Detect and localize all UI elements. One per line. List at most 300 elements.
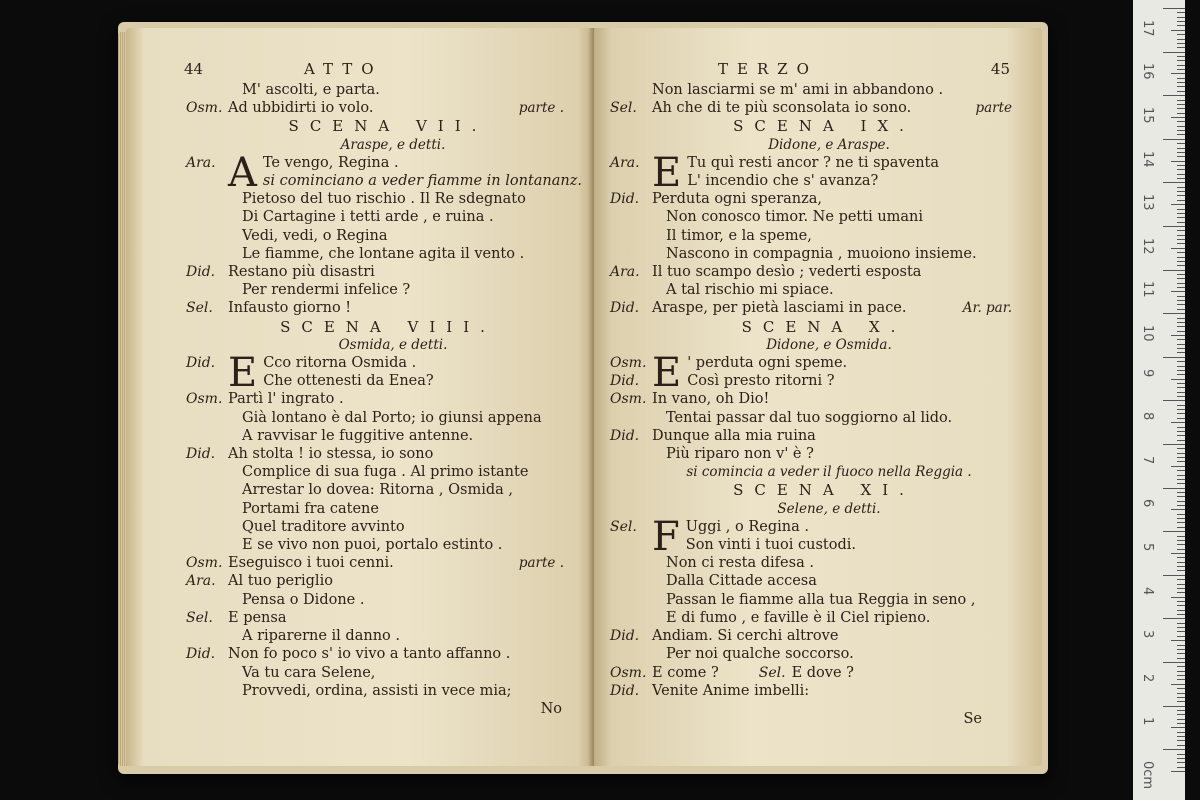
verse-line [186,463,570,481]
verse-text: Partì l' ingrato . [228,391,344,408]
ruler-tick [1177,427,1185,428]
ruler-tick [1177,366,1185,367]
speaker-label [610,245,652,263]
verse-text: E se vivo non puoi, portalo estinto . [242,537,503,554]
ruler-tick [1171,291,1185,292]
ruler-tick [1177,453,1185,454]
ruler-number: 4 [1140,586,1155,595]
verse-text: Dalla Cittade accesa [666,573,817,590]
verse-line [186,627,570,645]
speaker-label [186,81,228,99]
ruler-tick [1177,431,1185,432]
stage-direction: si cominciano a veder fiamme in lontananz. [262,173,583,190]
ruler-tick [1177,121,1185,122]
verse-block-with-initial [186,149,583,196]
ruler-number: 13 [1140,194,1155,211]
speaker-label: Ara. [610,264,640,281]
ruler-tick [1177,274,1185,275]
ruler-tick [1177,745,1185,746]
verse-text: Non ci resta difesa . [666,555,814,572]
verse-text: E di fumo , e faville è il Ciel ripieno. [666,609,931,626]
ruler-tick [1177,570,1185,571]
verse-line: Che ottenesti da Enea? [263,373,434,390]
scene-characters: Selene, e detti. [777,500,881,517]
verse-line [186,518,570,536]
ruler-tick [1177,326,1185,327]
ruler-tick [1177,65,1185,66]
speaker-label [186,591,228,609]
speaker-label: Did. [610,373,640,390]
ruler-tick [1171,466,1185,467]
speaker-label: Ara. [186,154,216,171]
verse-line [610,682,1018,700]
drop-cap-initial: E [652,350,682,397]
verse-line [186,190,570,208]
ruler-tick [1177,387,1185,388]
ruler-tick [1177,492,1185,493]
ruler-tick [1177,69,1185,70]
scene-characters: Osmida, e detti. [338,336,448,353]
speaker-label [186,500,228,518]
ruler-number: 3 [1140,630,1155,639]
ruler-tick [1177,165,1185,166]
verse-line [186,99,570,117]
speaker-label: Sel. [610,518,637,535]
speaker-label: Osm. [610,664,647,681]
right-page-header [610,60,1018,80]
ruler-tick [1177,584,1185,585]
verse-text: Non lasciarmi se m' ami in abbandono . [652,82,944,98]
verse-line: Te vengo, Regina . [262,154,399,171]
speaker-label: Sel. [186,300,213,317]
stage-direction: parte . [518,555,564,572]
scene-heading: SCENA XI. [733,481,915,500]
ruler-tick [1177,300,1185,301]
ruler-tick [1177,261,1185,262]
speaker-label: Did. [610,682,640,699]
ruler-tick [1177,649,1185,650]
ruler-tick [1177,222,1185,223]
ruler-tick [1177,374,1185,375]
ruler-tick [1163,488,1185,489]
ruler-tick [1177,501,1185,502]
ruler-tick [1163,8,1185,9]
speaker-label [186,245,228,263]
stage-direction: Ar. par. [962,300,1012,317]
ruler-tick [1177,148,1185,149]
speaker-label [186,536,228,554]
verse-text: A ravvisar le fuggitive antenne. [242,427,474,444]
speaker-label [610,227,652,245]
ruler-tick [1171,248,1185,249]
verse-text: Ah stolta ! io stessa, io sono [228,446,434,463]
ruler-tick [1177,169,1185,170]
open-book [118,22,1048,774]
ruler-tick [1177,339,1185,340]
ruler-number: 0cm [1140,761,1155,790]
ruler-tick [1177,34,1185,35]
verse-text: Provvedi, ordina, assisti in vece mia; [242,682,512,699]
ruler-tick [1177,143,1185,144]
speaker-label [186,409,228,427]
verse-line [610,664,1018,682]
speaker-label: Osm. [610,391,647,408]
verse-text: Vedi, vedi, o Regina [242,227,388,244]
speaker-label [610,645,652,663]
verse-text: Già lontano è dal Porto; io giunsi appena [242,409,542,426]
speaker-label [186,208,228,226]
verse-block-with-initial [610,149,1018,196]
verse-text: Arrestar lo dovea: Ritorna , Osmida , [242,482,513,499]
ruler-tick [1163,575,1185,576]
speaker-label [610,591,652,609]
ruler-tick [1177,56,1185,57]
verse-line: ' perduta ogni speme. [687,355,848,372]
ruler-tick [1177,361,1185,362]
ruler-tick [1177,409,1185,410]
verse-text: Andiam. Si cerchi altrove [652,628,839,645]
verse-line [610,245,1018,263]
verse-line [186,609,570,627]
speaker-label: Did. [610,191,640,208]
ruler-tick [1163,182,1185,183]
verse-text: Per rendermi infelice ? [242,282,411,299]
ruler-tick [1177,235,1185,236]
ruler-tick [1177,322,1185,323]
ruler-tick [1177,470,1185,471]
speaker-label [186,664,228,682]
ruler-tick [1177,265,1185,266]
verse-line [186,536,570,554]
ruler-tick [1163,706,1185,707]
verse-text: Non fo poco s' io vivo a tanto affanno . [228,646,511,663]
ruler-tick [1177,47,1185,48]
ruler-tick [1177,675,1185,676]
ruler-tick [1177,152,1185,153]
ruler-tick [1163,444,1185,445]
speaker-label [186,627,228,645]
drop-cap-initial: A [228,149,257,196]
ruler-tick [1177,592,1185,593]
ruler-number: 12 [1140,237,1155,255]
verse-line [610,81,1018,99]
verse-line [610,390,1018,408]
speaker-label: Sel. [186,609,213,626]
ruler-number: 9 [1140,368,1155,377]
ruler-tick [1177,605,1185,606]
speaker-label: Did. [610,427,640,444]
ruler-tick [1177,754,1185,755]
ruler-tick [1177,12,1185,13]
ruler-tick [1171,727,1185,728]
ruler-tick [1177,43,1185,44]
verse-text: Le fiamme, che lontane agita il vento . [242,245,525,262]
ruler-tick [1177,518,1185,519]
ruler-tick [1171,553,1185,554]
scene-heading: SCENA VIII. [280,317,496,336]
scene-heading: SCENA IX. [733,117,915,136]
verse-text: In vano, oh Dio! [652,391,770,408]
stage-direction: si comincia a veder il fuoco nella Reggia . [686,464,972,481]
ruler-tick [1177,483,1185,484]
ruler-tick [1177,719,1185,720]
ruler-number: 10 [1140,325,1155,342]
ruler-tick [1177,522,1185,523]
verse-body [652,149,1018,196]
ruler-tick [1163,52,1185,53]
left-running-head: ATTO [304,60,383,78]
left-page [126,28,596,766]
ruler-tick [1177,392,1185,393]
speaker-label: Did. [186,355,216,372]
verse-line [186,445,570,463]
ruler-tick [1177,296,1185,297]
ruler-tick [1163,749,1185,750]
verse-line [610,99,1018,117]
verse-line [610,409,1018,427]
ruler-tick [1177,82,1185,83]
ruler-tick [1171,73,1185,74]
ruler-tick [1177,758,1185,759]
verse-text: E dove ? [791,664,854,681]
ruler-number: 16 [1140,63,1155,80]
verse-text: Dunque alla mia ruina [652,427,816,444]
ruler-number: 5 [1140,543,1155,552]
verse-block-with-initial [610,513,1018,560]
ruler-tick [1177,457,1185,458]
ruler-tick [1177,623,1185,624]
ruler-tick [1177,461,1185,462]
ruler-tick [1177,100,1185,101]
verse-line [186,645,570,663]
verse-text: M' ascolti, e parta. [242,82,380,98]
scene-characters: Didone, e Osmida. [766,336,892,353]
verse-body [652,350,1018,397]
ruler-tick [1163,531,1185,532]
speaker-label [186,227,228,245]
ruler-number: 7 [1140,455,1155,465]
ruler-tick [1177,405,1185,406]
verse-line [186,263,570,281]
verse-line: Cco ritorna Osmida . [263,355,417,372]
ruler-tick [1177,514,1185,515]
ruler-number: 6 [1140,499,1155,508]
ruler-tick [1177,91,1185,92]
verse-line [186,682,570,700]
ruler-tick [1171,597,1185,598]
ruler-tick [1177,252,1185,253]
ruler-tick [1177,701,1185,702]
ruler-tick [1177,540,1185,541]
ruler-tick [1177,187,1185,188]
speaker-label [610,572,652,590]
ruler-tick [1177,723,1185,724]
speaker-label: Did. [610,628,640,645]
ruler-tick [1177,631,1185,632]
ruler-tick [1177,671,1185,672]
ruler-tick [1177,496,1185,497]
verse-text: A riparerne il danno . [242,628,400,645]
verse-text: Nascono in compagnia , muoiono insieme. [666,245,977,262]
ruler-tick [1177,679,1185,680]
ruler-tick [1177,383,1185,384]
right-page [594,28,1042,766]
verse-line [186,81,570,99]
ruler-tick [1177,732,1185,733]
ruler-tick [1177,610,1185,611]
ruler-tick [1177,239,1185,240]
speaker-label [186,682,228,700]
ruler-tick [1177,740,1185,741]
verse-text: Va tu cara Selene, [242,664,376,681]
speaker-label: Osm. [610,355,647,372]
verse-text: Di Cartagine i tetti arde , e ruina . [242,209,494,226]
left-catchword: No [540,700,562,717]
ruler-tick [1177,130,1185,131]
verse-text: Più riparo non v' è ? [666,446,814,463]
verse-line [610,208,1018,226]
ruler-tick [1177,475,1185,476]
left-page-number: 44 [184,60,204,78]
ruler-tick [1177,762,1185,763]
ruler-tick [1171,640,1185,641]
ruler-tick [1171,161,1185,162]
speaker-label: Ara. [610,154,640,171]
ruler-tick [1177,566,1185,567]
speaker-label: Osm. [186,555,223,572]
ruler-tick [1177,39,1185,40]
ruler-tick [1177,588,1185,589]
verse-line: Così presto ritorni ? [687,373,835,390]
ruler-tick [1177,479,1185,480]
ruler-tick [1177,126,1185,127]
ruler-tick [1163,400,1185,401]
ruler-tick [1177,134,1185,135]
ruler-number: 14 [1140,150,1155,168]
verse-text: Al tuo periglio [228,573,333,590]
verse-line [186,245,570,263]
ruler-tick [1177,440,1185,441]
ruler-tick [1177,527,1185,528]
ruler-tick [1177,17,1185,18]
ruler-tick [1177,666,1185,667]
ruler-tick [1177,304,1185,305]
speaker-label: Sel. [758,664,786,681]
speaker-label: Osm. [186,391,223,408]
ruler-tick [1177,344,1185,345]
verse-text: Araspe, per pietà lasciami in pace. [652,300,907,317]
ruler-tick [1171,509,1185,510]
ruler-tick [1177,435,1185,436]
speaker-label: Ara. [186,573,216,590]
verse-text: Venite Anime imbelli: [652,682,810,699]
speaker-label [186,427,228,445]
verse-line [186,500,570,518]
ruler-tick [1177,714,1185,715]
verse-text: Portami fra catene [242,500,379,517]
scene-heading: SCENA VII. [288,117,488,136]
verse-text: Il timor, e la speme, [666,227,812,244]
ruler-tick [1177,352,1185,353]
ruler-tick [1163,95,1185,96]
ruler-tick [1177,549,1185,550]
speaker-label [186,281,228,299]
ruler-number: 15 [1140,107,1155,124]
scene-characters: Didone, e Araspe. [768,136,890,153]
ruler-tick [1177,601,1185,602]
speaker-label: Did. [186,646,216,663]
ruler-tick [1163,357,1185,358]
left-text-block [186,81,583,700]
verse-line [610,281,1018,299]
speaker-label [610,354,652,390]
ruler-tick [1177,544,1185,545]
ruler-number: 17 [1140,19,1155,37]
ruler-tick [1163,270,1185,271]
ruler-tick [1177,60,1185,61]
ruler-tick [1177,209,1185,210]
scene-heading: SCENA X. [741,317,907,336]
ruler-tick [1171,379,1185,380]
right-text-block [610,81,1018,700]
speaker-label: Did. [610,300,640,317]
ruler-tick [1171,422,1185,423]
scene-characters: Araspe, e detti. [340,136,446,153]
ruler-tick [1177,230,1185,231]
measuring-ruler [1133,0,1185,800]
verse-line [610,445,1018,463]
verse-text: Complice di sua fuga . Al primo istante [242,464,529,481]
ruler-tick [1177,413,1185,414]
ruler-tick [1163,139,1185,140]
verse-text: Ah che di te più sconsolata io sono. [652,100,912,117]
ruler-tick [1177,370,1185,371]
verse-text: Quel traditore avvinto [242,518,405,535]
speaker-label: Did. [186,446,216,463]
verse-line: Son vinti i tuoi custodi. [685,537,856,554]
ruler-tick [1177,195,1185,196]
verse-text: Infausto giorno ! [228,300,352,317]
ruler-tick [1177,710,1185,711]
verse-line [610,190,1018,208]
verse-text: Non conosco timor. Ne petti umani [666,209,924,226]
ruler-tick [1171,117,1185,118]
ruler-tick [1177,562,1185,563]
left-page-header [186,60,570,80]
ruler-tick [1177,200,1185,201]
speaker-label: Osm. [186,100,223,117]
ruler-tick [1171,204,1185,205]
verse-line [610,299,1018,317]
verse-line [610,572,1018,590]
ruler-tick [1177,156,1185,157]
speaker-label [610,554,652,572]
ruler-tick [1177,174,1185,175]
drop-cap-initial: E [228,350,258,397]
speaker-label [610,409,652,427]
speaker-label [186,518,228,536]
ruler-tick [1163,662,1185,663]
verse-text: Pensa o Didone . [242,591,365,608]
ruler-tick [1177,645,1185,646]
ruler-tick [1177,243,1185,244]
ruler-tick [1177,614,1185,615]
verse-line [186,299,570,317]
ruler-tick [1177,767,1185,768]
right-page-number: 45 [990,60,1010,78]
ruler-tick [1177,396,1185,397]
stage-direction: parte [975,100,1012,117]
